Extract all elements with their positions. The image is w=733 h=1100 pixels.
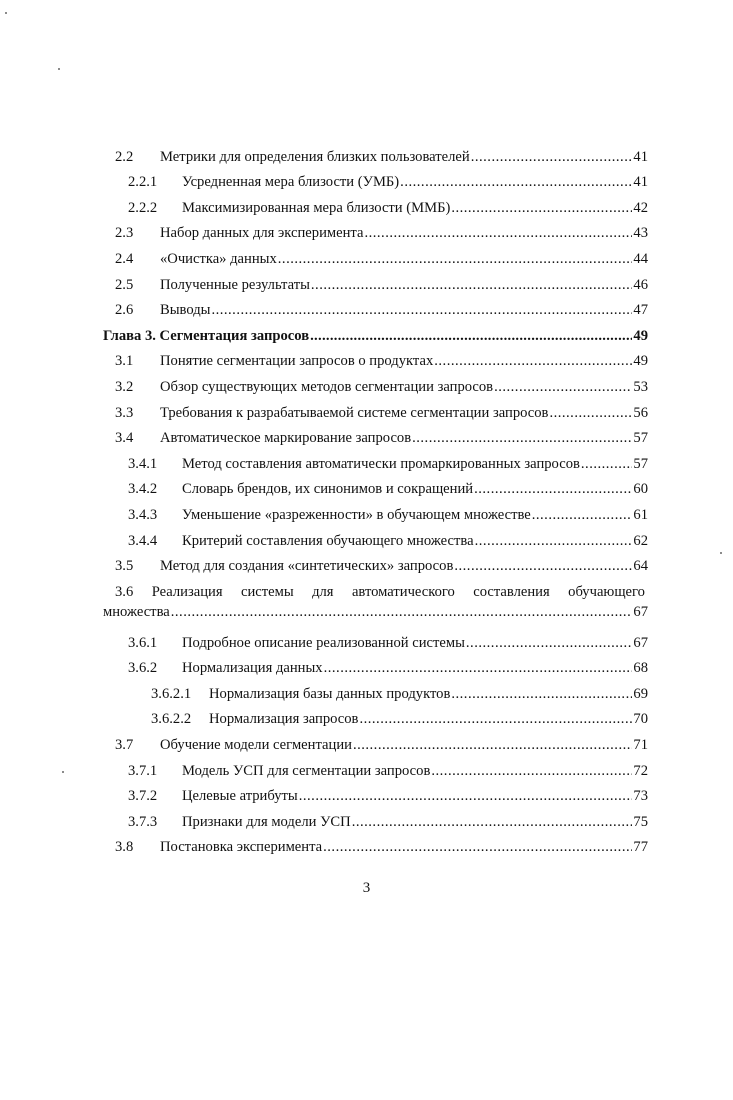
toc-entry: [103, 191, 648, 217]
toc-entry-number: 3.8: [115, 839, 134, 856]
toc-entry: [103, 550, 648, 576]
toc-entry-page: 68: [633, 660, 648, 677]
toc-entry-word: Реализация: [151, 584, 223, 601]
toc-entry-page: 64: [633, 558, 648, 575]
toc-entry-number: 3.3: [115, 404, 134, 421]
toc-dot-leader: [434, 352, 632, 370]
toc-entry-title: Обучение модели сегментации: [160, 737, 352, 754]
toc-entry-number: 3.7.1: [128, 762, 158, 779]
toc-entry-number: 3.6.2.2: [151, 711, 192, 728]
toc-entry-title: Модель УСП для сегментации запросов: [182, 762, 431, 779]
toc-entry-title: Набор данных для эксперимента: [160, 225, 364, 242]
toc-entry-page: 49: [633, 353, 648, 370]
toc-entry-word: составления: [473, 584, 550, 601]
toc-entry-number: 2.3: [115, 225, 134, 242]
toc-dot-leader: [311, 276, 633, 294]
toc-entry-number: 3.4.3: [128, 506, 158, 523]
scan-speck: [58, 68, 60, 70]
toc-dot-leader: [532, 506, 633, 524]
toc-entry-title: Требования к разрабатываемой системе сегментации запросов: [160, 404, 549, 421]
toc-entry: [103, 447, 648, 473]
toc-entry-number: 3.1: [115, 353, 134, 370]
toc-entry-page: 49: [633, 327, 648, 344]
toc-dot-leader: [171, 602, 633, 622]
toc-entry-page: 43: [633, 225, 648, 242]
toc-entry-page: 62: [633, 532, 648, 549]
toc-entry-number: 3.6.2.1: [151, 685, 192, 702]
toc-entry-title-line2: [103, 602, 648, 622]
toc-dot-leader: [454, 557, 632, 575]
toc-dot-leader: [278, 250, 633, 268]
toc-dot-leader: [352, 813, 633, 831]
toc-entry: [103, 166, 648, 192]
toc-entry-title: Усредненная мера близости (УМБ): [182, 174, 400, 191]
toc-dot-leader: [466, 634, 633, 652]
toc-entry: [103, 805, 648, 831]
toc-entry: [103, 370, 648, 396]
toc-entry-title: множества: [103, 604, 170, 621]
toc-entry: [103, 473, 648, 499]
toc-entry-page: 60: [633, 481, 648, 498]
toc-entry-number: 2.2.1: [128, 174, 158, 191]
toc-entry-title: Признаки для модели УСП: [182, 813, 351, 830]
toc-dot-leader: [324, 659, 633, 677]
toc-entry-page: 42: [633, 199, 648, 216]
toc-chapter-entry: [103, 319, 648, 345]
toc-dot-leader: [353, 736, 632, 754]
toc-entry-page: 61: [633, 506, 648, 523]
toc-entry-title-line1: [115, 582, 648, 602]
toc-dot-leader: [400, 173, 632, 191]
toc-dot-leader: [211, 301, 632, 319]
toc-entry: [103, 780, 648, 806]
toc-entry: [103, 831, 648, 857]
toc-entry-page: 73: [633, 788, 648, 805]
toc-dot-leader: [494, 378, 632, 396]
toc-entry-title: Глава 3. Сегментация запросов: [103, 327, 310, 344]
toc-dot-leader: [581, 455, 633, 473]
toc-entry-title: Обзор существующих методов сегментации запросов: [160, 378, 494, 395]
toc-entry-word: для: [312, 584, 334, 601]
toc-dot-leader: [359, 710, 632, 728]
toc-entry: [103, 217, 648, 243]
scan-speck: [5, 12, 7, 14]
toc-entry-page: 69: [633, 685, 648, 702]
toc-entry: [103, 524, 648, 550]
toc-entry-page: 70: [633, 711, 648, 728]
toc-entry: [103, 677, 648, 703]
toc-entry-number: 3.6.2: [128, 660, 158, 677]
toc-entry-number: 2.2: [115, 148, 134, 165]
toc-entry-number: 2.4: [115, 250, 134, 267]
toc-entry-page: 47: [633, 302, 648, 319]
toc-dot-leader: [323, 838, 632, 856]
toc-entry: [103, 498, 648, 524]
toc-entry: [103, 754, 648, 780]
toc-entry-page: 56: [633, 404, 648, 421]
toc-dot-leader: [451, 685, 632, 703]
toc-entry-title: Автоматическое маркирование запросов: [160, 430, 412, 447]
toc-entry-number: 3.4.4: [128, 532, 158, 549]
toc-entry-number: 3.7.3: [128, 813, 158, 830]
toc-entry: [103, 703, 648, 729]
toc-entry: [103, 242, 648, 268]
toc-entry-number: 3.7: [115, 737, 134, 754]
toc-entry-page: 46: [633, 276, 648, 293]
toc-dot-leader: [412, 429, 632, 447]
toc-dot-leader: [310, 327, 632, 345]
toc-dot-leader: [471, 148, 633, 166]
toc-entry-number: 3.7.2: [128, 788, 158, 805]
toc-entry-number: 2.2.2: [128, 199, 158, 216]
toc-entry-page: 72: [633, 762, 648, 779]
toc-entry-title: Подробное описание реализованной системы: [182, 634, 465, 651]
toc-entry-number: 2.5: [115, 276, 134, 293]
toc-entry-title: «Очистка» данных: [160, 250, 277, 267]
toc-entry-title: Постановка эксперимента: [160, 839, 323, 856]
toc-entry: [103, 294, 648, 320]
toc-entry-title: Словарь брендов, их синонимов и сокращений: [182, 481, 474, 498]
toc-entry-title: Нормализация запросов: [209, 711, 359, 728]
toc-entry-page: 77: [633, 839, 648, 856]
toc-entry-title: Метод для создания «синтетических» запросов: [160, 558, 454, 575]
toc-entry-number: 3.2: [115, 378, 134, 395]
toc-dot-leader: [549, 404, 632, 422]
toc-entry-title: Метрики для определения близких пользователей: [160, 148, 470, 165]
toc-entry-page: 57: [633, 455, 648, 472]
toc-entry-title: Нормализация базы данных продуктов: [209, 685, 451, 702]
toc-entry-word: системы: [240, 584, 294, 601]
toc-entry-page: 41: [633, 148, 648, 165]
toc-entry-title: Выводы: [160, 302, 211, 319]
toc-entry: [103, 140, 648, 166]
toc-dot-leader: [431, 762, 632, 780]
toc-entry-title: Метод составления автоматически промаркированных запросов: [182, 455, 580, 472]
toc-entry-page: 75: [633, 813, 648, 830]
toc-entry-number: 3.4: [115, 430, 134, 447]
toc-dot-leader: [475, 532, 633, 550]
toc-dot-leader: [364, 224, 632, 242]
scan-speck: [720, 552, 722, 554]
toc-entry-page: 53: [633, 378, 648, 395]
toc-entry-title: Целевые атрибуты: [182, 788, 298, 805]
toc-entry-title: Уменьшение «разреженности» в обучающем множестве: [182, 506, 531, 523]
toc-entry: [103, 345, 648, 371]
toc-entry-page: 67: [633, 604, 648, 621]
toc-entry: [103, 396, 648, 422]
toc-entry-page: 57: [633, 430, 648, 447]
page-number: 3: [362, 880, 371, 896]
toc-entry-wrapped: [103, 575, 648, 626]
toc-entry-number: 3.4.2: [128, 481, 158, 498]
toc-entry: [103, 652, 648, 678]
toc-entry-page: 71: [633, 737, 648, 754]
toc-dot-leader: [474, 480, 632, 498]
toc-dot-leader: [451, 199, 632, 217]
toc-entry: [103, 728, 648, 754]
toc-dot-leader: [299, 787, 633, 805]
toc-entry-title: Максимизированная мера близости (ММБ): [182, 199, 451, 216]
table-of-contents: [103, 140, 648, 856]
toc-entry: [103, 626, 648, 652]
toc-entry-title: Полученные результаты: [160, 276, 310, 293]
toc-entry-page: 41: [633, 174, 648, 191]
toc-entry-number: 2.6: [115, 302, 134, 319]
toc-entry: [103, 268, 648, 294]
toc-entry-number: 3.6.1: [128, 634, 158, 651]
toc-entry-page: 44: [633, 250, 648, 267]
toc-entry-title: Критерий составления обучающего множества: [182, 532, 474, 549]
toc-entry-number: 3.4.1: [128, 455, 158, 472]
toc-entry-word: автоматического: [351, 584, 455, 601]
toc-entry: [103, 422, 648, 448]
toc-entry-title: Нормализация данных: [182, 660, 323, 677]
toc-entry-word: обучающего: [568, 584, 645, 601]
toc-entry-number: 3.6: [115, 584, 134, 601]
scan-speck: [62, 771, 64, 773]
toc-entry-number: 3.5: [115, 558, 134, 575]
toc-entry-title: Понятие сегментации запросов о продуктах: [160, 353, 434, 370]
toc-entry-page: 67: [633, 634, 648, 651]
